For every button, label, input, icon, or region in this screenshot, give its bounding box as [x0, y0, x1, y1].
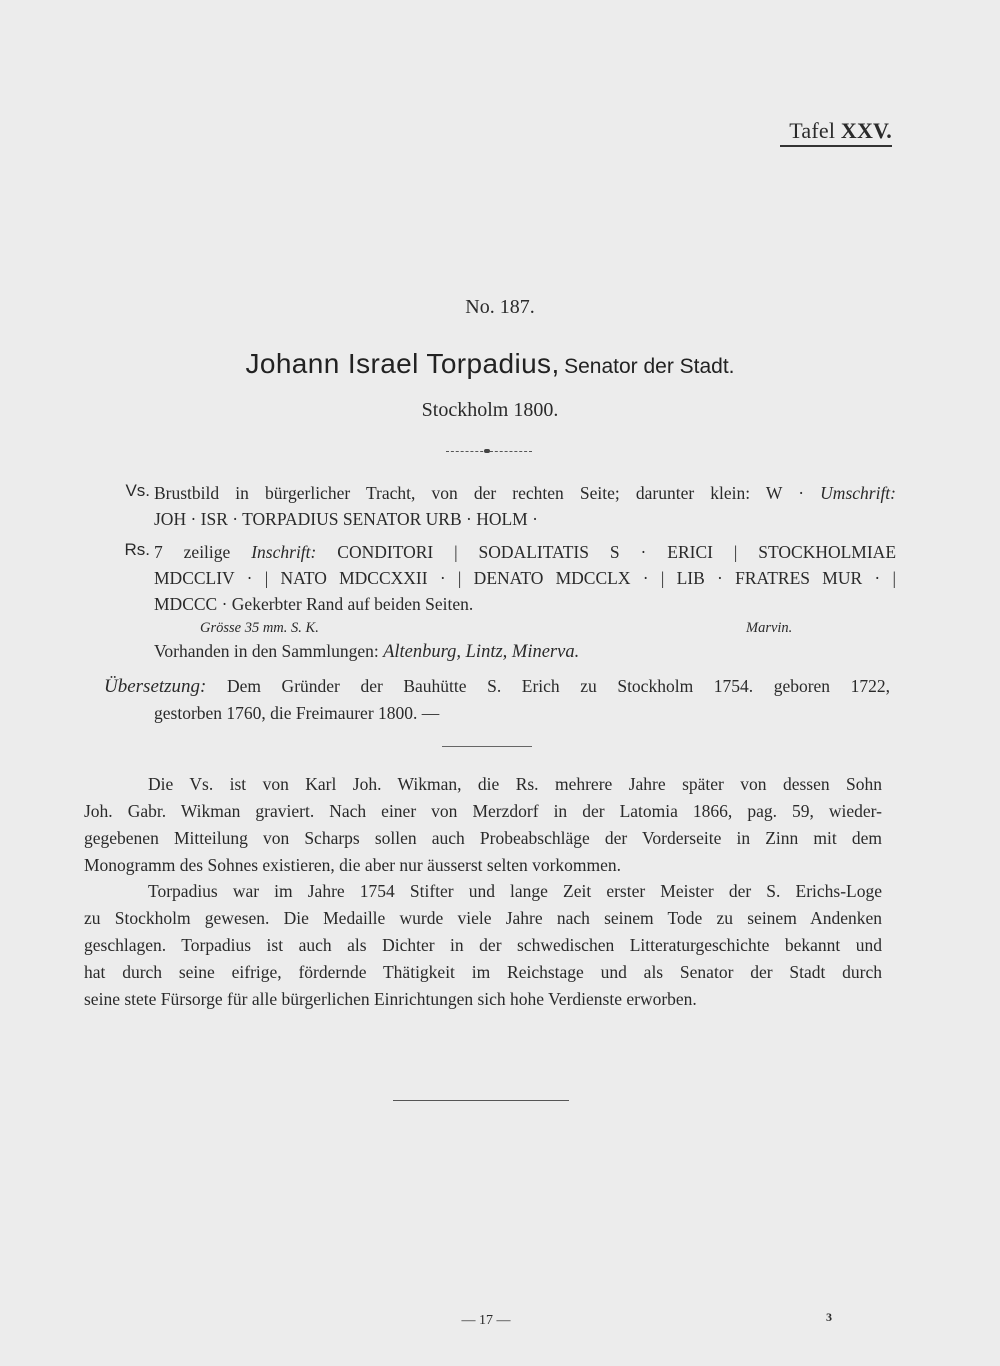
collections-prefix: Vorhanden in den Sammlungen:	[154, 641, 379, 661]
plate-heading	[780, 118, 892, 147]
translation-line-1	[104, 673, 890, 700]
obverse-line-2: JOH · ISR · TORPADIUS SENATOR URB · HOLM ·	[154, 509, 538, 529]
entry-name: Johann Israel Torpadius,	[245, 348, 560, 379]
translation-line-2: gestorben 1760, die Freimaurer 1800. —	[154, 703, 440, 723]
translation-label: Übersetzung:	[104, 676, 207, 697]
plate-number: XXV.	[840, 118, 892, 143]
paragraph-torpadius	[84, 878, 882, 1013]
reverse-line-3: MDCCC · Gekerbter Rand auf beiden Seiten.	[154, 594, 474, 614]
collections-names: Altenburg, Lintz, Minerva.	[383, 642, 580, 662]
closing-rule	[393, 1100, 569, 1101]
entry-title	[0, 348, 980, 380]
signature-mark: 3	[826, 1310, 832, 1324]
paragraph1-line: Die Vs. ist von Karl Joh. Wikman, die Rs. mehrere Jahre später von dessen Sohn	[148, 774, 882, 794]
obverse-label: Vs.	[125, 481, 150, 500]
translation-text-1: Dem Gründer der Bauhütte S. Erich zu Stockholm 1754. geboren 1722,	[226, 676, 891, 696]
paragraph2-line: geschlagen. Torpadius ist auch als Dichter in der schwedischen Litteraturgeschichte bekannt und	[84, 935, 882, 955]
umschrift-label: Umschrift:	[820, 483, 896, 503]
engraver-note: Marvin.	[746, 620, 793, 636]
paragraph2-line: zu Stockholm gewesen. Die Medaille wurde viele Jahre nach seinem Tode zu seinem Andenken	[84, 908, 882, 928]
reverse-prefix: 7 zeilige	[154, 542, 231, 562]
size-note: Grösse 35 mm. S. K.	[200, 620, 319, 636]
obverse-line-1	[154, 480, 896, 506]
entry-role: Senator der Stadt.	[564, 355, 735, 378]
paragraph-engravers	[84, 771, 882, 879]
paragraph2-line: hat durch seine eifrige, fördernde Thätigkeit im Reichstage und als Senator der Stadt durch	[84, 962, 882, 982]
ornament-divider	[446, 451, 532, 454]
reverse-description	[154, 539, 896, 617]
inschrift-label: Inschrift:	[251, 542, 317, 562]
paragraph1-line: Monogramm des Sohnes existieren, die aber nur äusserst selten vorkommen.	[84, 855, 622, 875]
paragraph2-line: Torpadius war im Jahre 1754 Stifter und lange Zeit erster Meister der S. Erichs-Loge	[148, 881, 882, 901]
page-number: — 17 —	[461, 1313, 511, 1328]
obverse-description	[154, 480, 896, 532]
section-rule	[442, 746, 532, 747]
paragraph1-line: gegebenen Mitteilung von Scharps sollen auch Probeabschläge der Vorderseite in Zinn mit dem	[84, 828, 882, 848]
reverse-line-1	[154, 539, 896, 565]
entry-number: No. 187.	[465, 296, 535, 318]
plate-label: Tafel	[789, 118, 836, 143]
entry-place-year: Stockholm 1800.	[421, 399, 559, 421]
reverse-text-1: CONDITORI | SODALITATIS S · ERICI | STOCKHOLMIAE	[337, 542, 897, 562]
paragraph1-line: Joh. Gabr. Wikman graviert. Nach einer von Merzdorf in der Latomia 1866, pag. 59, wieder-	[84, 801, 882, 821]
obverse-text-1: Brustbild in bürgerlicher Tracht, von der rechten Seite; darunter klein: W ·	[154, 483, 805, 503]
reverse-label: Rs.	[124, 540, 150, 559]
reverse-line-2: MDCCLIV · | NATO MDCCXXII · | DENATO MDCCLX · | LIB · FRATRES MUR · |	[154, 568, 896, 588]
translation-block	[104, 673, 890, 727]
paragraph2-line: seine stete Fürsorge für alle bürgerlichen Einrichtungen sich hohe Verdienste erworben.	[84, 989, 697, 1009]
collections-line	[154, 641, 579, 663]
